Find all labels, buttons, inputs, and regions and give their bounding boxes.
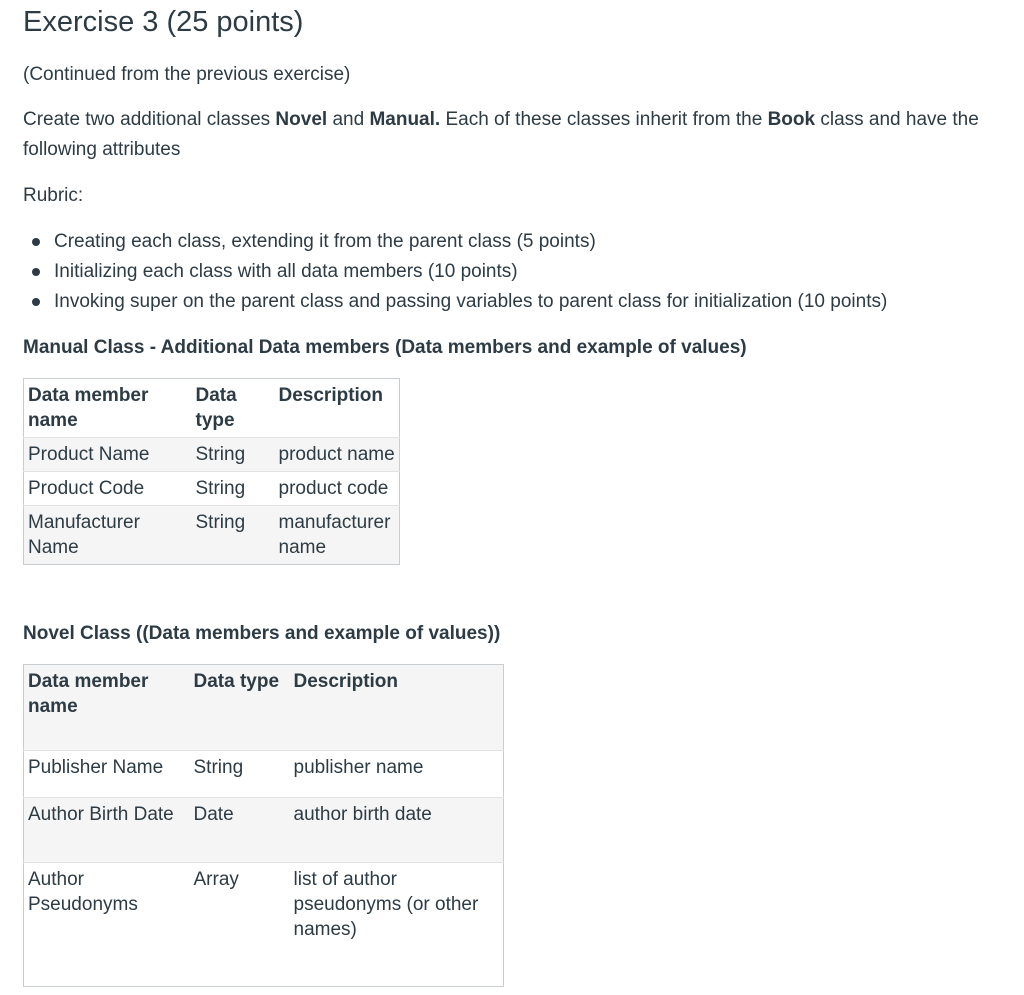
manual-table bbox=[23, 378, 400, 565]
cell: publisher name bbox=[290, 751, 504, 798]
table-row bbox=[24, 751, 504, 798]
novel-heading: Novel Class ((Data members and example of values)) bbox=[23, 623, 501, 644]
intro-book: Book bbox=[767, 109, 816, 130]
table-row bbox=[24, 863, 504, 987]
cell: Product Name bbox=[24, 438, 192, 472]
continued-note: (Continued from the previous exercise) bbox=[23, 64, 351, 85]
table-header-row bbox=[24, 379, 400, 438]
cell: manufacturer name bbox=[275, 506, 400, 565]
cell: String bbox=[192, 506, 275, 565]
column-header: Data type bbox=[190, 665, 290, 751]
cell: product name bbox=[275, 438, 400, 472]
intro-text: and bbox=[327, 109, 370, 130]
cell: Manufacturer Name bbox=[24, 506, 192, 565]
cell: product code bbox=[275, 472, 400, 506]
rubric-item: Initializing each class with all data members (10 points) bbox=[23, 257, 887, 287]
intro-text: class and have the following attributes bbox=[23, 109, 979, 160]
cell: Array bbox=[190, 863, 290, 987]
intro-text: Create two additional classes bbox=[23, 109, 276, 130]
rubric-item: Creating each class, extending it from the parent class (5 points) bbox=[23, 227, 887, 257]
intro-novel: Novel bbox=[275, 109, 328, 130]
cell: Author Pseudonyms bbox=[24, 863, 190, 987]
cell: Publisher Name bbox=[24, 751, 190, 798]
cell: String bbox=[190, 751, 290, 798]
column-header: Data member name bbox=[24, 665, 190, 751]
column-header: Data type bbox=[195, 385, 237, 431]
page-title: Exercise 3 (25 points) bbox=[23, 6, 304, 38]
table-header-row bbox=[24, 665, 504, 751]
cell: author birth date bbox=[290, 798, 504, 863]
rubric-list bbox=[23, 227, 887, 317]
column-header: Description bbox=[278, 385, 384, 406]
column-header: Data member name bbox=[28, 385, 149, 431]
intro-manual: Manual. bbox=[369, 109, 441, 130]
rubric-item: Invoking super on the parent class and passing variables to parent class for initialization (10 points) bbox=[23, 287, 887, 317]
novel-table bbox=[23, 664, 504, 987]
cell: Date bbox=[190, 798, 290, 863]
table-row bbox=[24, 506, 400, 565]
table-row bbox=[24, 438, 400, 472]
cell: String bbox=[192, 438, 275, 472]
manual-heading: Manual Class - Additional Data members (Data members and example of values) bbox=[23, 337, 747, 358]
table-row bbox=[24, 472, 400, 506]
cell: list of author pseudonyms (or other names) bbox=[290, 863, 504, 987]
intro-text: Each of these classes inherit from the bbox=[440, 109, 768, 130]
cell: Author Birth Date bbox=[24, 798, 190, 863]
column-header: Description bbox=[290, 665, 504, 751]
cell: Product Code bbox=[24, 472, 192, 506]
table-row bbox=[24, 798, 504, 863]
rubric-label: Rubric: bbox=[23, 185, 84, 206]
intro-paragraph bbox=[23, 105, 1013, 165]
cell: String bbox=[192, 472, 275, 506]
